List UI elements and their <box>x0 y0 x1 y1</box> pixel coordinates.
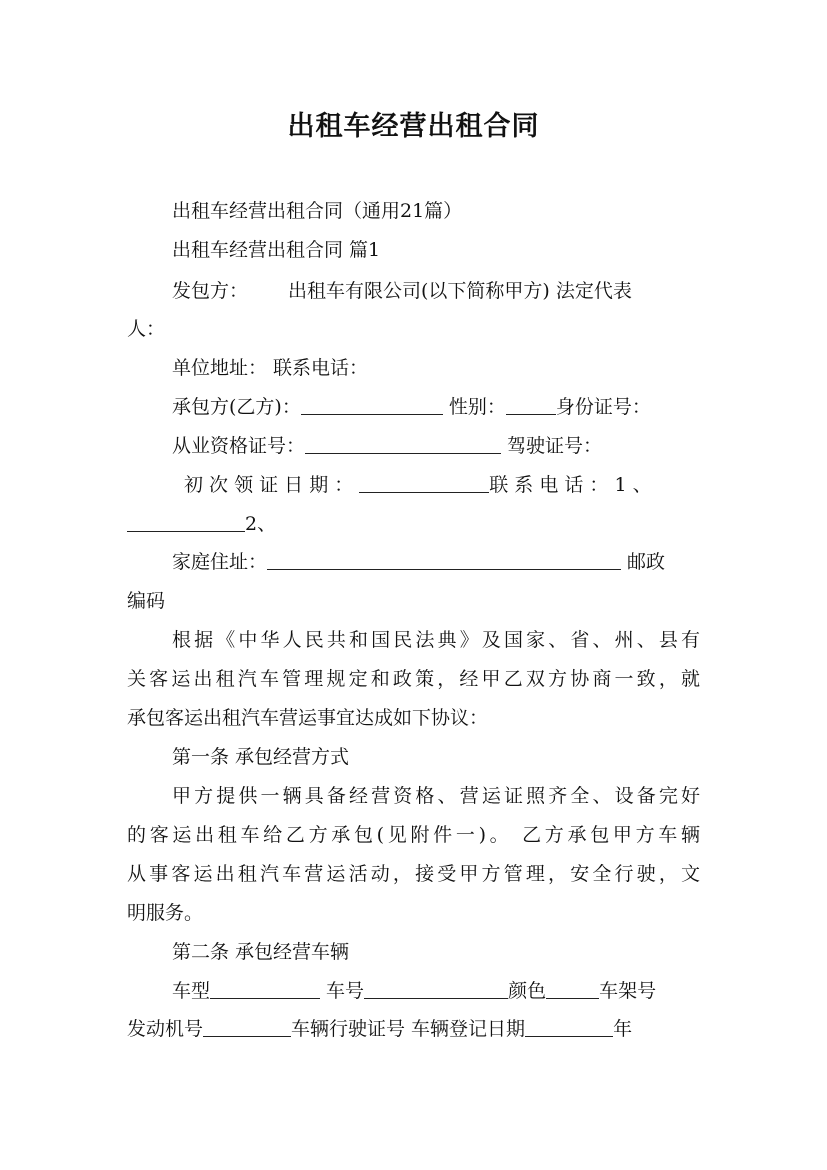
article-1-text-2: 的客运出租车给乙方承包(见附件一)。 乙方承包甲方车辆 <box>127 824 700 846</box>
blank-gender <box>506 396 556 415</box>
paragraph-address-phone: 单位地址： 联系电话： <box>172 357 369 379</box>
paragraph-basis-2: 关客运出租汽车管理规定和政策，经甲乙双方协商一致，就 <box>127 668 700 690</box>
blank-phone-1 <box>127 513 245 532</box>
paragraph-phone-cont: 2、 <box>127 512 707 536</box>
paragraph-contractor-cont: 人： <box>127 318 166 340</box>
article-2-vehicle-1: 车型 车号 颜色 车架号 <box>172 980 657 1002</box>
article-2-heading: 第二条 承包经营车辆 <box>172 941 350 963</box>
paragraph-subtitle: 出租车经营出租合同（通用21篇） <box>172 200 463 222</box>
blank-engine <box>203 1018 291 1037</box>
paragraph-first-license: 初 次 领 证 日 期 ： 联 系 电 话 ： 1 、 <box>184 474 652 496</box>
blank-party-b <box>301 396 443 415</box>
blank-home-address <box>267 551 621 570</box>
article-1-heading: 第一条 承包经营方式 <box>172 746 350 768</box>
paragraph-contractor <box>172 279 752 303</box>
blank-first-license <box>359 474 489 493</box>
paragraph-postcode: 编码 <box>127 590 166 612</box>
article-1-text-1: 甲方提供一辆具备经营资格、营运证照齐全、设备完好 <box>172 785 700 807</box>
article-1-text-3: 从事客运出租汽车营运活动，接受甲方管理，安全行驶，文 <box>127 863 700 885</box>
paragraph-basis-1: 根据《中华人民共和国民法典》及国家、省、州、县有 <box>172 629 700 651</box>
blank-plate <box>364 980 508 999</box>
blank-model <box>210 980 320 999</box>
paragraph-qualification: 从业资格证号： 驾驶证号： <box>172 435 603 457</box>
paragraph-home-address: 家庭住址： 邮政 <box>172 551 666 573</box>
blank-color <box>546 980 599 999</box>
article-2-vehicle-2: 发动机号 车辆行驶证号 车辆登记日期 年 <box>127 1018 633 1040</box>
contractor-text: 出租车有限公司(以下简称甲方) 法定代表 <box>288 280 632 302</box>
paragraph-basis-3: 承包客运出租汽车营运事宜达成如下协议： <box>127 707 489 729</box>
contractor-label: 发包方： <box>172 280 249 302</box>
document-title: 出租车经营出租合同 <box>287 111 540 142</box>
article-1-text-4: 明服务。 <box>127 902 204 924</box>
paragraph-section-heading: 出租车经营出租合同 篇1 <box>172 239 381 261</box>
blank-qualification <box>305 435 501 454</box>
paragraph-party-b: 承包方(乙方)： 性别： 身份证号： <box>172 396 651 418</box>
blank-register-date <box>525 1018 613 1037</box>
